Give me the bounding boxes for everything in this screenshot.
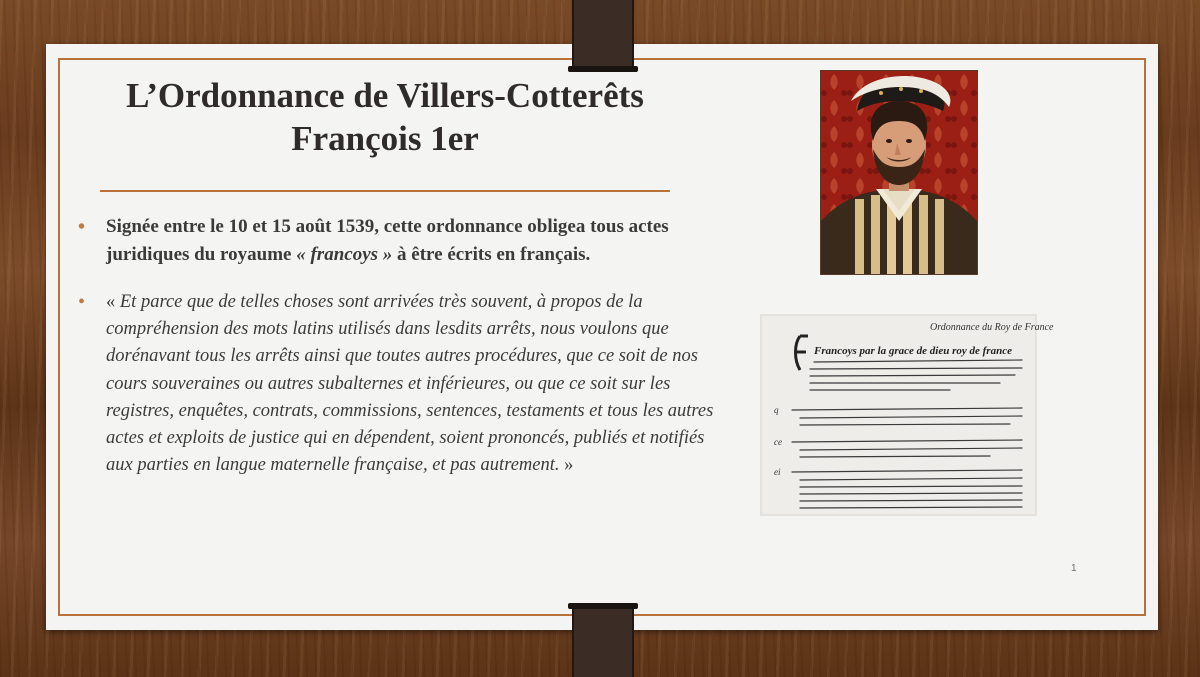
manuscript-title: Francoys par la grace de dieu roy de france [814, 345, 1012, 357]
quote-open-mark: « [106, 292, 120, 312]
slide-title [100, 74, 670, 160]
manuscript-heading: Ordonnance du Roy de France [930, 322, 1054, 333]
manuscript-ordinance-image [760, 314, 1054, 516]
svg-text:ce: ce [774, 437, 782, 447]
quote-text: Et parce que de telles choses sont arrivées très souvent, à propos de la compréhension des mots latins utilisés dans lesdits arrêts, nous voulons que dorénavant tous les arrêts ainsi que toutes autres procédures, que ce soit de nos cours souveraines ou autres subalternes et inférieures, ou que ce soit sur les registres, enquêtes, contrats, commissions, sentences, testaments et tous les autres actes et exploits de justice qui en dépendent, soient prononcés, publiés et notifiés aux parties en langue maternelle française, et pas autrement. [106, 292, 714, 476]
svg-text:q: q [774, 405, 779, 415]
top-clip-binder [572, 0, 634, 72]
slide-title-line2: François 1er [291, 119, 479, 158]
slide-title-line1: L’Ordonnance de Villers-Cotterêts [126, 76, 644, 115]
title-divider [100, 190, 670, 192]
bullet-list [78, 213, 718, 479]
bullet-dot-icon: • [78, 291, 86, 313]
quote-close-mark: » [559, 455, 574, 476]
bullet1-text-end: à être écrits en français. [392, 244, 591, 265]
bullet-item-ordinance [78, 213, 718, 269]
bullet1-emphasis: « francoys » [296, 244, 393, 265]
bullet-item-quote [78, 289, 718, 479]
bottom-clip-binder [572, 603, 634, 677]
bullet1-text: Signée entre le 10 et 15 août 1539, cette ordonnance obligea tous actes juridiques du royaume [106, 216, 669, 265]
svg-text:ei: ei [774, 467, 781, 477]
portrait-francois-1er-image [820, 70, 978, 275]
page-number: 1 [1071, 563, 1077, 574]
bullet-dot-icon: • [78, 216, 86, 238]
